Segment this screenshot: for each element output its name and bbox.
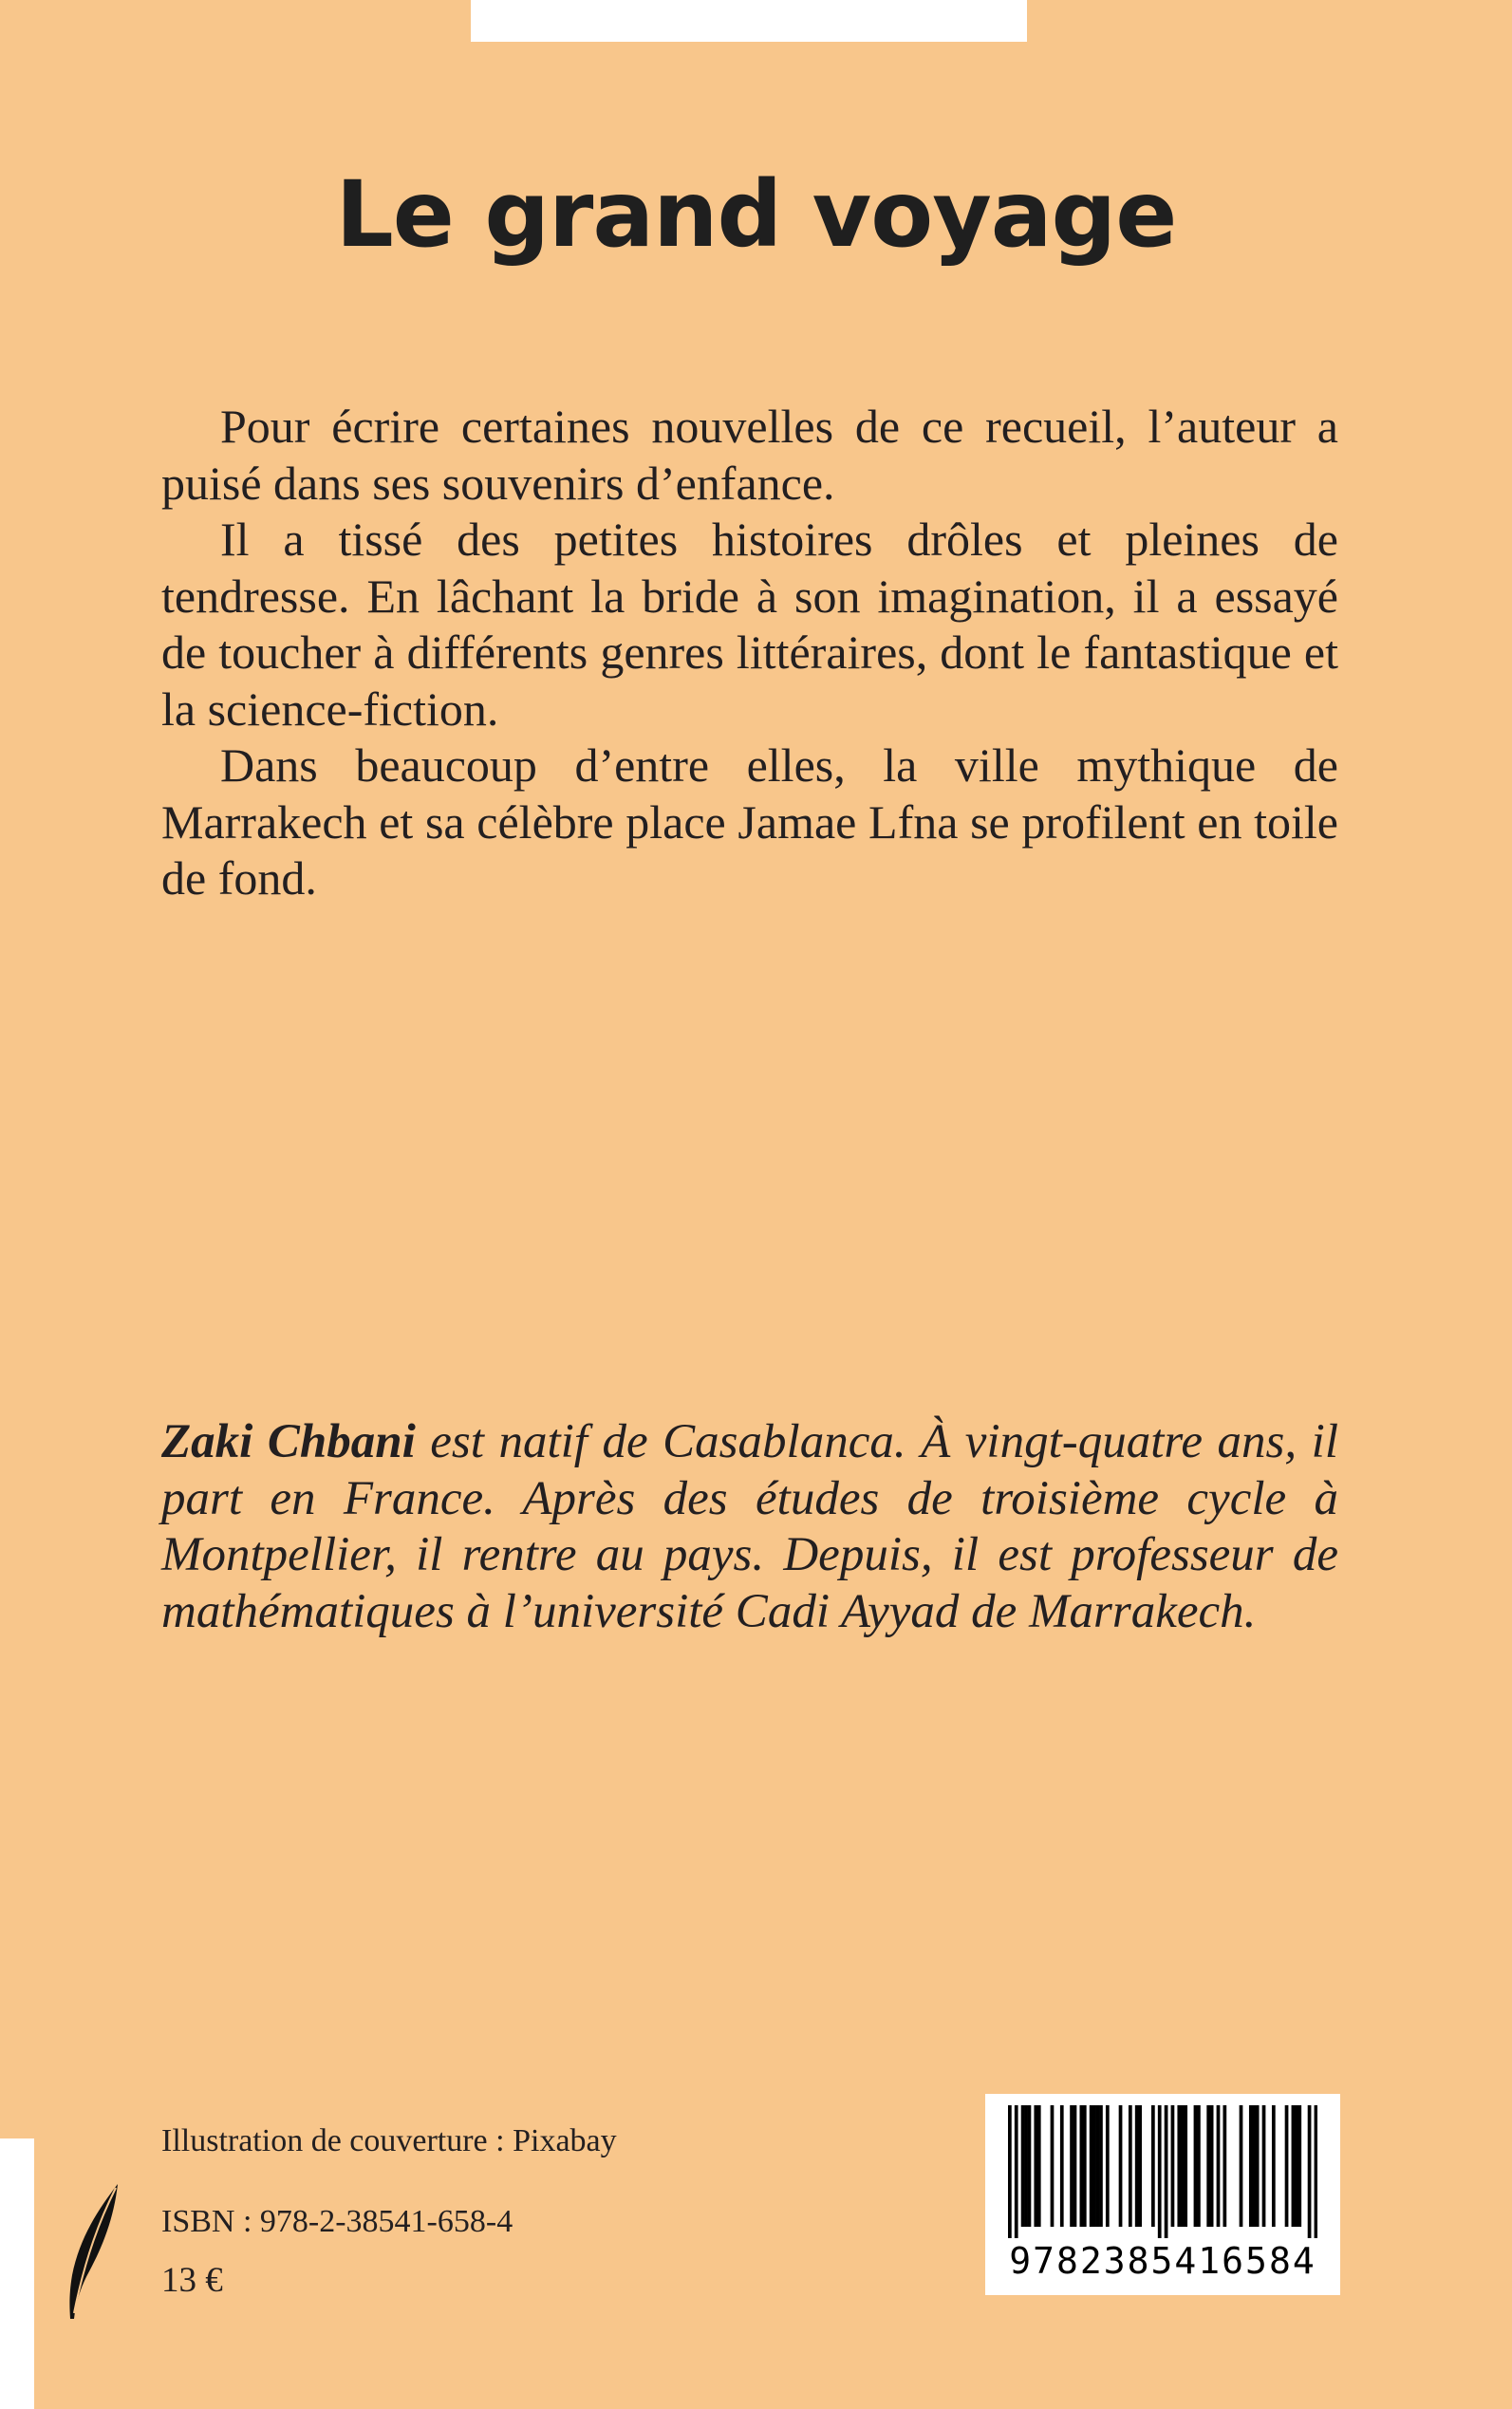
- top-white-tab: [471, 0, 1027, 42]
- barcode-bar: [1092, 2105, 1096, 2227]
- barcode-bar: [1008, 2105, 1012, 2238]
- price: 13 €: [161, 2261, 223, 2300]
- barcode-bar: [1177, 2105, 1181, 2227]
- feather-icon: [61, 2180, 123, 2325]
- barcode-bar: [1292, 2105, 1296, 2227]
- barcode-bar: [1285, 2105, 1289, 2227]
- barcode-bar: [1240, 2105, 1243, 2227]
- barcode-bar: [1021, 2105, 1025, 2227]
- barcode-bar: [1070, 2105, 1073, 2227]
- barcode-bars: [1008, 2105, 1317, 2238]
- barcode-bar: [1073, 2105, 1077, 2227]
- barcode-bar: [1217, 2105, 1221, 2227]
- barcode-bar: [1090, 2105, 1093, 2227]
- barcode-bar: [1210, 2105, 1214, 2227]
- barcode-bar: [1297, 2105, 1301, 2227]
- barcode-bar: [1194, 2105, 1198, 2227]
- barcode-bar: [1096, 2105, 1100, 2227]
- barcode-bar: [1272, 2105, 1276, 2227]
- barcode-bar: [1034, 2105, 1037, 2227]
- barcode-bar: [1262, 2105, 1266, 2227]
- barcode-bar: [1015, 2105, 1018, 2238]
- author-bio: [161, 1414, 1338, 1640]
- barcode-bar: [1256, 2105, 1260, 2227]
- barcode-bar: [1181, 2105, 1185, 2227]
- barcode-bar: [1151, 2105, 1155, 2227]
- barcode-bar: [1197, 2105, 1201, 2227]
- blurb-paragraph: Dans beaucoup d’entre elles, la ville mythique de Marrakech et sa célèbre place Jamae Lfna se profilent en toile de fond.: [161, 738, 1338, 905]
- barcode-bar: [1295, 2105, 1298, 2227]
- barcode-bar: [1119, 2105, 1123, 2227]
- barcode-bar: [1315, 2105, 1317, 2238]
- barcode-bar: [1028, 2105, 1032, 2227]
- blurb: [161, 399, 1338, 907]
- barcode-bar: [1171, 2105, 1175, 2227]
- author-name: Zaki Chbani: [161, 1415, 416, 1468]
- blurb-paragraph: Pour écrire certaines nouvelles de ce recueil, l’auteur a puisé dans ses souvenirs d’enfance.: [161, 400, 1338, 510]
- book-title: Le grand voyage: [335, 161, 1177, 268]
- barcode-bar: [1249, 2105, 1253, 2227]
- barcode-bar: [1106, 2105, 1110, 2227]
- barcode-bar: [1308, 2105, 1312, 2238]
- barcode-bar: [1135, 2105, 1139, 2227]
- barcode-bar: [1184, 2105, 1187, 2227]
- barcode-bar: [1206, 2105, 1210, 2227]
- blurb-paragraph: Il a tissé des petites histoires drôles et pleines de tendresse. En lâchant la bride à son imagination, il a essayé de toucher à différents genres littéraires, dont le fantastique et la science-fiction.: [161, 513, 1338, 736]
- barcode-bar: [1158, 2105, 1162, 2238]
- barcode-bar: [1099, 2105, 1103, 2227]
- barcode-bar: [1037, 2105, 1041, 2227]
- illustration-credit: Illustration de couverture : Pixabay: [161, 2123, 617, 2158]
- isbn: ISBN : 978-2-38541-658-4: [161, 2204, 513, 2239]
- barcode-digits: 9782385416584: [1009, 2240, 1316, 2282]
- barcode-bar: [1252, 2105, 1256, 2227]
- author-bio-text: est natif de Casablanca. À vingt-quatre ans, il part en France. Après des études de troisième cycle à Montpellier, il rentre au pays. Depuis, il est professeur de mathématiques à l’université Cadi Ayyad de Marrakech.: [161, 1415, 1338, 1638]
- barcode-bar: [1165, 2105, 1168, 2238]
- barcode-bar: [1079, 2105, 1083, 2227]
- barcode-bar: [1024, 2105, 1028, 2227]
- barcode: [985, 2094, 1340, 2295]
- barcode-bar: [1129, 2105, 1132, 2227]
- barcode-bar: [1138, 2105, 1142, 2227]
- barcode-bar: [1083, 2105, 1087, 2227]
- barcode-bar: [1051, 2105, 1055, 2227]
- left-white-strip: [0, 2138, 34, 2409]
- barcode-bar: [1060, 2105, 1064, 2227]
- barcode-bar: [1223, 2105, 1226, 2227]
